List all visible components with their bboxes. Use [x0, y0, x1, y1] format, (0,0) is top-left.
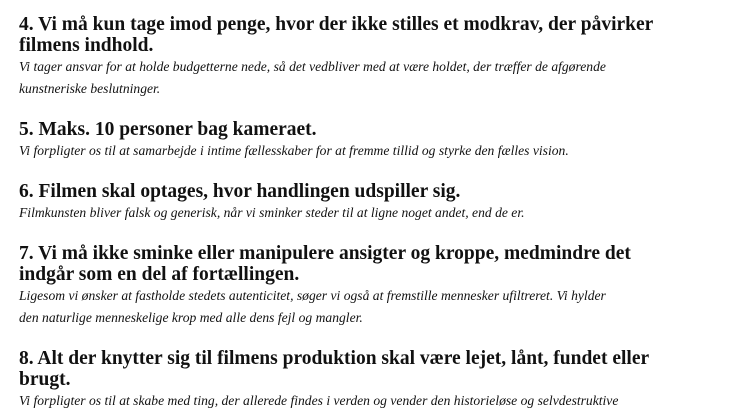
- rule-4-description: [19, 56, 734, 100]
- rule-title-line: filmens indhold.: [19, 35, 154, 56]
- rule-desc-line: Ligesom vi ønsker at fastholde stedets autenticitet, søger vi også at fremstille mennesker ufiltreret. Vi hylder: [19, 288, 606, 303]
- rule-8-description: [19, 390, 734, 412]
- rule-title-line: 6. Filmen skal optages, hvor handlingen udspiller sig.: [19, 181, 461, 202]
- rule-title-line: 5. Maks. 10 personer bag kameraet.: [19, 119, 317, 140]
- rule-desc-line: Filmkunsten bliver falsk og generisk, når vi sminker steder til at ligne noget andet, end de er.: [19, 205, 525, 220]
- rule-5-title: [19, 119, 734, 140]
- rule-title-line: 8. Alt der knytter sig til filmens produktion skal være lejet, lånt, fundet eller: [19, 348, 650, 369]
- rule-title-line: 7. Vi må ikke sminke eller manipulere ansigter og kroppe, medmindre det: [19, 243, 631, 264]
- rule-4: [19, 14, 734, 100]
- rule-5-description: [19, 140, 734, 162]
- rules-list: [19, 14, 734, 412]
- rule-6: [19, 181, 734, 224]
- rule-title-line: brugt.: [19, 369, 71, 390]
- rule-8: [19, 348, 734, 412]
- rule-6-title: [19, 181, 734, 202]
- rule-desc-line: den naturlige menneskelige krop med alle dens fejl og mangler.: [19, 310, 363, 325]
- rule-6-description: [19, 202, 734, 224]
- rule-desc-line: Vi forpligter os til at samarbejde i intime fællesskaber for at fremme tillid og styrke den fælles vision.: [19, 143, 569, 158]
- rule-title-line: 4. Vi må kun tage imod penge, hvor der ikke stilles et modkrav, der påvirker: [19, 14, 654, 35]
- rule-4-title: [19, 14, 734, 56]
- rule-7-title: [19, 243, 734, 285]
- rule-desc-line: Vi forpligter os til at skabe med ting, der allerede findes i verden og vender den historieløse og selvdestruktive: [19, 393, 619, 408]
- rule-8-title: [19, 348, 734, 390]
- rule-desc-line: kunstneriske beslutninger.: [19, 81, 161, 96]
- rule-7-description: [19, 285, 734, 329]
- rule-title-line: indgår som en del af fortællingen.: [19, 264, 300, 285]
- rule-5: [19, 119, 734, 162]
- rule-desc-line: Vi tager ansvar for at holde budgetterne nede, så det vedbliver med at være holdet, der træffer de afgørende: [19, 59, 606, 74]
- rule-7: [19, 243, 734, 329]
